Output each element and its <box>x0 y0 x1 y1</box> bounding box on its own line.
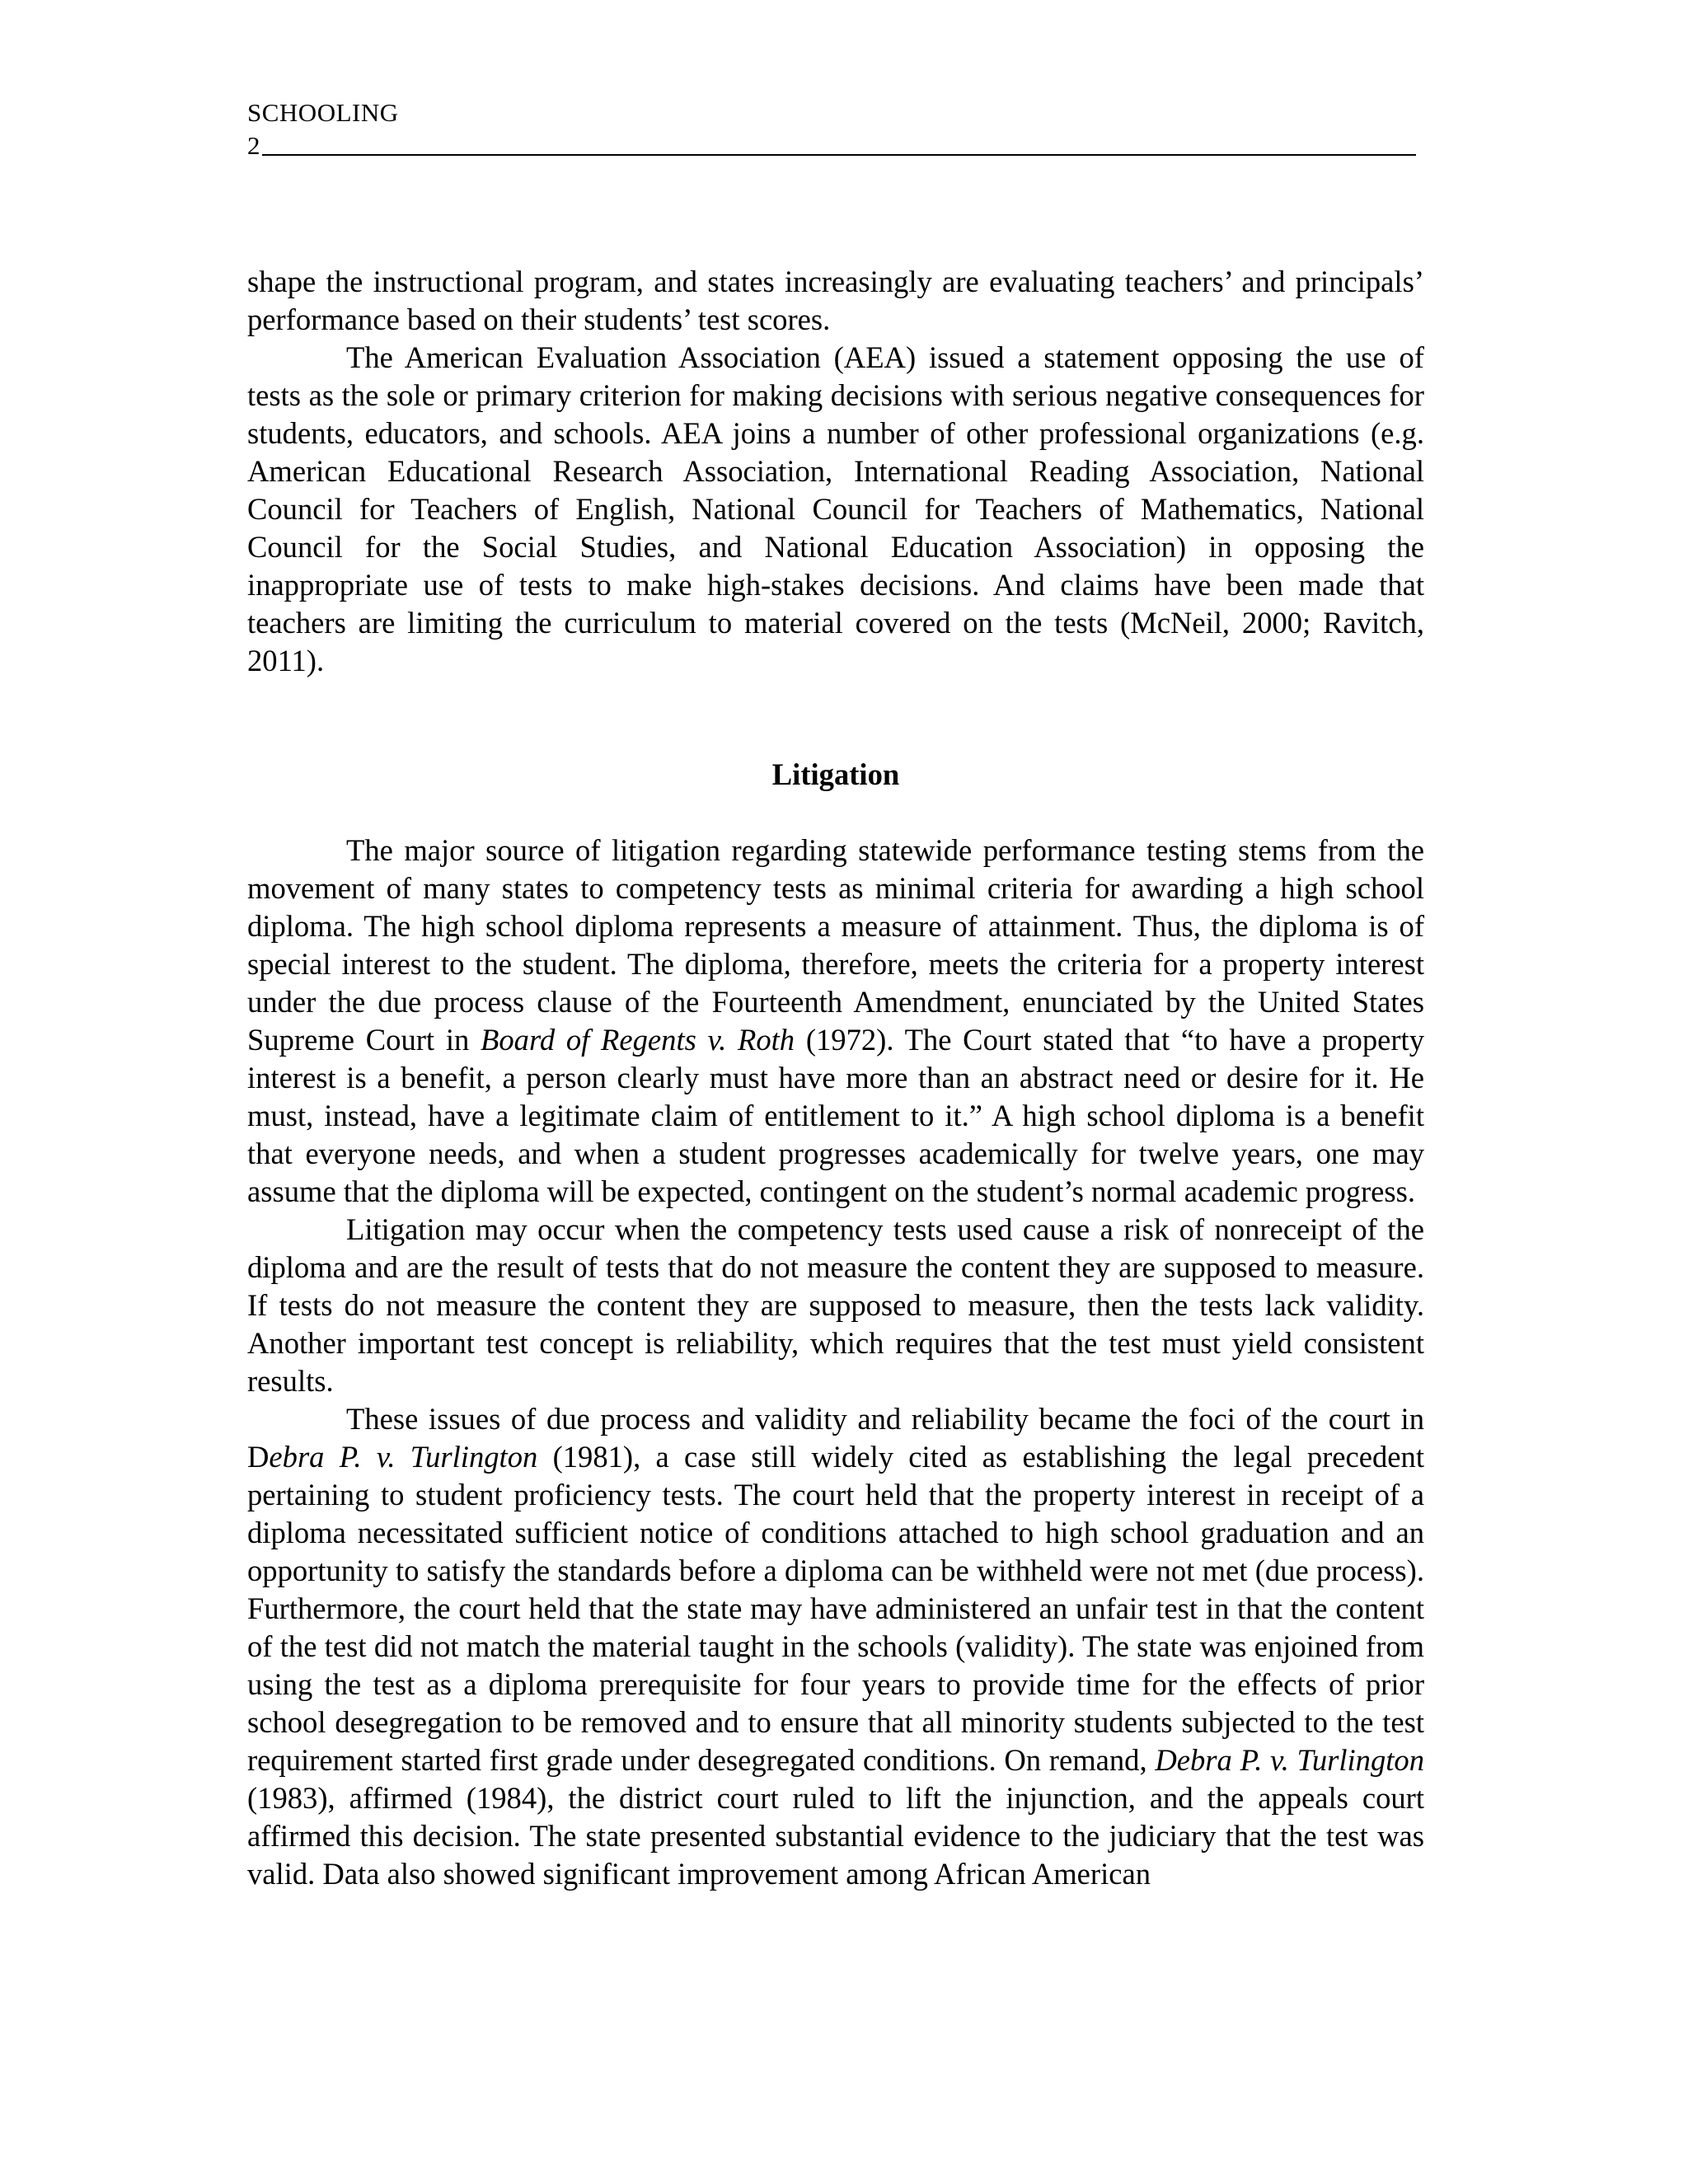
document-page <box>247 97 1424 1893</box>
header-rule <box>262 154 1417 156</box>
case-citation: ebra P. v. Turlington <box>269 1440 538 1474</box>
paragraph-text: (1983), affirmed (1984), the district court ruled to lift the injunction, and the appeals court affirmed this decision. The state presented substantial evidence to the judiciary that the test was valid. Data also showed significant improvement among African American <box>247 1781 1424 1891</box>
paragraph-debra-p <box>247 1400 1424 1893</box>
page-number: 2 <box>247 131 260 160</box>
section-heading-litigation: Litigation <box>771 757 900 791</box>
paragraph-aea-statement: The American Evaluation Association (AEA) issued a statement opposing the use of tests as the sole or primary criterion for making decisions with serious negative consequences for students, educators, and schools. AEA joins a number of other professional organizations (e.g. American Educational Research Association, International Reading Association, National Council for Teachers of English, National Council for Teachers of Mathematics, National Council for the Social Studies, and National Education Association) in opposing the inappropriate use of tests to make high-stakes decisions. And claims have been made that teachers are limiting the curriculum to material covered on the tests (McNeil, 2000; Ravitch, 2011). <box>247 340 1424 677</box>
case-citation: Board of Regents v. Roth <box>481 1023 795 1057</box>
paragraph-text: These issues of due process and validity and reliability became the foci of the court in D <box>247 1402 1424 1474</box>
case-citation: Debra P. v. Turlington <box>1155 1743 1424 1777</box>
paragraph-text: The major source of litigation regarding statewide performance testing stems from the movement of many states to competency tests as minimal criteria for awarding a high school diploma. The high school diploma represents a measure of attainment. Thus, the diploma is of special interest to the student. The diploma, therefore, meets the criteria for a property interest under the due process clause of the Fourteenth Amendment, enunciated by the United States Supreme Court in <box>247 833 1424 1057</box>
paragraph-litigation-validity: Litigation may occur when the competency tests used cause a risk of nonreceipt of the diploma and are the result of tests that do not measure the content they are supposed to measure. If tests do not measure the content they are supposed to measure, then the tests lack validity. Another important test concept is reliability, which requires that the test must yield consistent results. <box>247 1212 1424 1398</box>
paragraph-text: (1981), a case still widely cited as establishing the legal precedent pertaining to student proficiency tests. The court held that the property interest in receipt of a diploma necessitated sufficient notice of conditions attached to high school graduation and an opportunity to satisfy the standards before a diploma can be withheld were not met (due process). Furthermore, the court held that the state may have administered an unfair test in that the content of the test did not match the material taught in the schools (validity). The state was enjoined from using the test as a diploma prerequisite for four years to provide time for the effects of prior school desegregation to be removed and to ensure that all minority students subjected to the test requirement started first grade under desegregated conditions. On remand, <box>247 1440 1424 1777</box>
header-rule-row <box>247 129 1424 162</box>
running-head-title: SCHOOLING <box>247 98 399 127</box>
paragraph-litigation-source <box>247 832 1424 1211</box>
running-header <box>247 97 1424 162</box>
paragraph-text: (1972). The Court stated that “to have a property interest is a benefit, a person clearly must have more than an abstract need or desire for it. He must, instead, have a legitimate claim of entitlement to it.” A high school diploma is a benefit that everyone needs, and when a student progresses academically for twelve years, one may assume that the diploma will be expected, contingent on the student’s normal academic progress. <box>247 1023 1424 1208</box>
body-text <box>247 263 1424 1893</box>
paragraph-continuation: shape the instructional program, and states increasingly are evaluating teachers’ and principals’ performance based on their students’ test scores. <box>247 265 1424 336</box>
